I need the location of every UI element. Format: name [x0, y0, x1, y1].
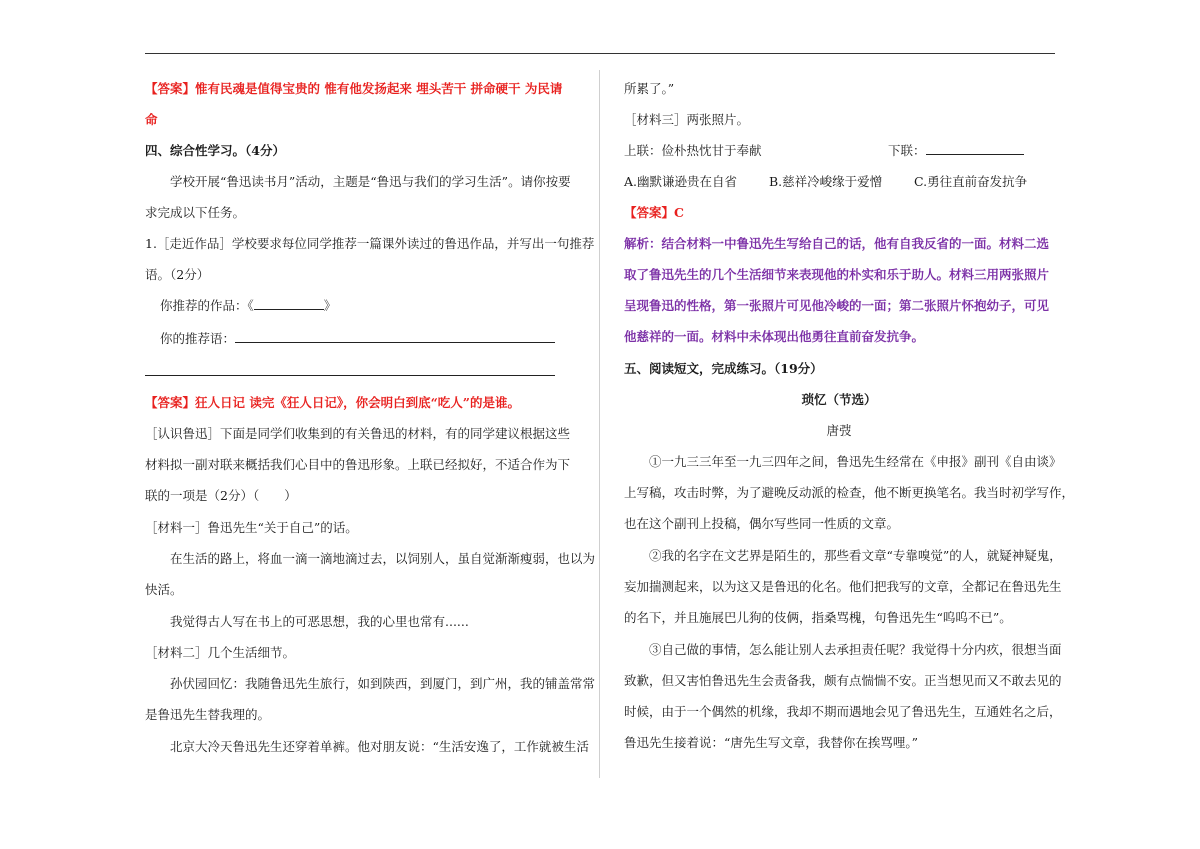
recommended-work: [145, 297, 336, 315]
explanation-line-4: 他慈祥的一面。材料中未体现出他勇往直前奋发抗争。: [624, 329, 925, 344]
essay-title: 琐忆（节选）: [801, 392, 877, 407]
question-1-line-1: 1.［走近作品］学校要求每位同学推荐一篇课外读过的鲁迅作品，并写出一句推荐: [145, 236, 595, 251]
section-5-title: 五、阅读短文，完成练习。（19分）: [624, 361, 823, 376]
material-2-title: ［材料二］几个生活细节。: [145, 645, 296, 660]
question-1-line-2: 语。（2分）: [145, 267, 210, 282]
question-2-line-1: ［认识鲁迅］下面是同学们收集到的有关鲁迅的材料，有的同学建议根据这些: [145, 426, 571, 441]
para-2-line-1: ②我的名字在文艺界是陌生的，那些看文章“专靠嗅觉”的人，就疑神疑鬼，: [649, 548, 1062, 563]
answer-1-line-2: 命: [145, 112, 158, 127]
answer-1-line-1: 【答案】惟有民魂是值得宝贵的 惟有他发扬起来 埋头苦干 拼命硬干 为民请: [145, 81, 563, 96]
para-3-line-2: 致歉，但又害怕鲁迅先生会责备我，颇有点惴惴不安。正当想见而又不敢去见的: [624, 673, 1062, 688]
material-2-para-1-line-2: 是鲁迅先生替我理的。: [145, 707, 271, 722]
section-4-title: 四、综合性学习。（4分）: [145, 143, 285, 158]
answer-line-rule[interactable]: [145, 375, 555, 376]
para-2-line-2: 妄加揣测起来，以为这又是鲁迅的化名。他们把我写的文章，全都记在鲁迅先生: [624, 579, 1062, 594]
material-1-para-1-line-1: 在生活的路上，将血一滴一滴地滴过去，以饲别人，虽自觉渐渐瘦弱，也以为: [170, 551, 596, 566]
answer-3: 【答案】C: [624, 205, 684, 220]
reason-blank[interactable]: [235, 330, 555, 343]
material-1-para-1-line-2: 快活。: [145, 582, 183, 597]
material-2-para-2: 北京大冷天鲁迅先生还穿着单裤。他对朋友说：“生活安逸了，工作就被生活: [170, 739, 589, 754]
explanation-line-2: 取了鲁迅先生的几个生活细节来表现他的朴实和乐于助人。材料三用两张照片: [624, 267, 1050, 282]
material-2-continuation: 所累了。”: [624, 81, 675, 96]
couplet-lower-blank[interactable]: [926, 142, 1024, 155]
para-3-line-3: 时候，由于一个偶然的机缘，我却不期而遇地会见了鲁迅先生，互通姓名之后，: [624, 704, 1062, 719]
work-blank[interactable]: [254, 297, 324, 310]
para-3-line-1: ③自己做的事情，怎么能让别人去承担责任呢？我觉得十分内疚，很想当面: [649, 642, 1062, 657]
couplet-upper: 上联：俭朴热忱甘于奉献: [624, 143, 762, 158]
para-2-line-3: 的名下，并且施展巴儿狗的伎俩，指桑骂槐，句鲁迅先生“呜呜不已”。: [624, 610, 1012, 625]
work-close: 》: [323, 298, 337, 313]
recommendation: [145, 330, 555, 348]
couplet-lower: [888, 142, 1024, 160]
question-2-line-3: 联的一项是（2分）（ ）: [145, 488, 297, 503]
option-c: C.勇往直前奋发抗争: [914, 174, 1028, 189]
material-2-para-1-line-1: 孙伏园回忆：我随鲁迅先生旅行，如到陕西，到厦门，到广州，我的铺盖常常: [170, 676, 596, 691]
header-rule: [145, 53, 1055, 54]
para-1-line-2: 上写稿，攻击时弊，为了避晚反动派的检查，他不断更换笔名。我当时初学写作，: [624, 485, 1075, 500]
answer-2: 【答案】狂人日记 读完《狂人日记》，你会明白到底“吃人”的是谁。: [145, 395, 520, 410]
explanation-line-1: 解析：结合材料一中鲁迅先生写给自己的话，他有自我反省的一面。材料二选: [624, 236, 1050, 251]
explanation-line-3: 呈现鲁迅的性格，第一张照片可见他冷峻的一面；第二张照片怀抱幼子，可见: [624, 298, 1050, 313]
couplet-lower-label: 下联：: [888, 143, 926, 158]
material-1-title: ［材料一］鲁迅先生“关于自己”的话。: [145, 520, 358, 535]
para-1-line-3: 也在这个副刊上投稿，偶尔写些同一性质的文章。: [624, 516, 900, 531]
reason-label: 你的推荐语：: [160, 331, 236, 346]
option-b: B.慈祥冷峻缘于爱憎: [769, 174, 883, 189]
material-1-para-2: 我觉得古人写在书上的可恶思想，我的心里也常有......: [170, 614, 469, 629]
para-3-line-4: 鲁迅先生接着说：“唐先生写文章，我替你在挨骂哩。”: [624, 735, 919, 750]
column-divider: [599, 70, 600, 778]
work-label: 你推荐的作品：《: [160, 298, 254, 313]
option-a: A.幽默谦逊贵在自省: [624, 174, 738, 189]
question-2-line-2: 材料拟一副对联来概括我们心目中的鲁迅形象。上联已经拟好，不适合作为下: [145, 457, 571, 472]
material-3-title: ［材料三］两张照片。: [624, 112, 750, 127]
intro-line-2: 求完成以下任务。: [145, 205, 246, 220]
intro-line-1: 学校开展“鲁迅读书月”活动，主题是“鲁迅与我们的学习生活”。请你按要: [170, 174, 571, 189]
para-1-line-1: ①一九三三年至一九三四年之间，鲁迅先生经常在《申报》副刊《自由谈》: [649, 454, 1062, 469]
essay-author: 唐弢: [826, 423, 852, 438]
